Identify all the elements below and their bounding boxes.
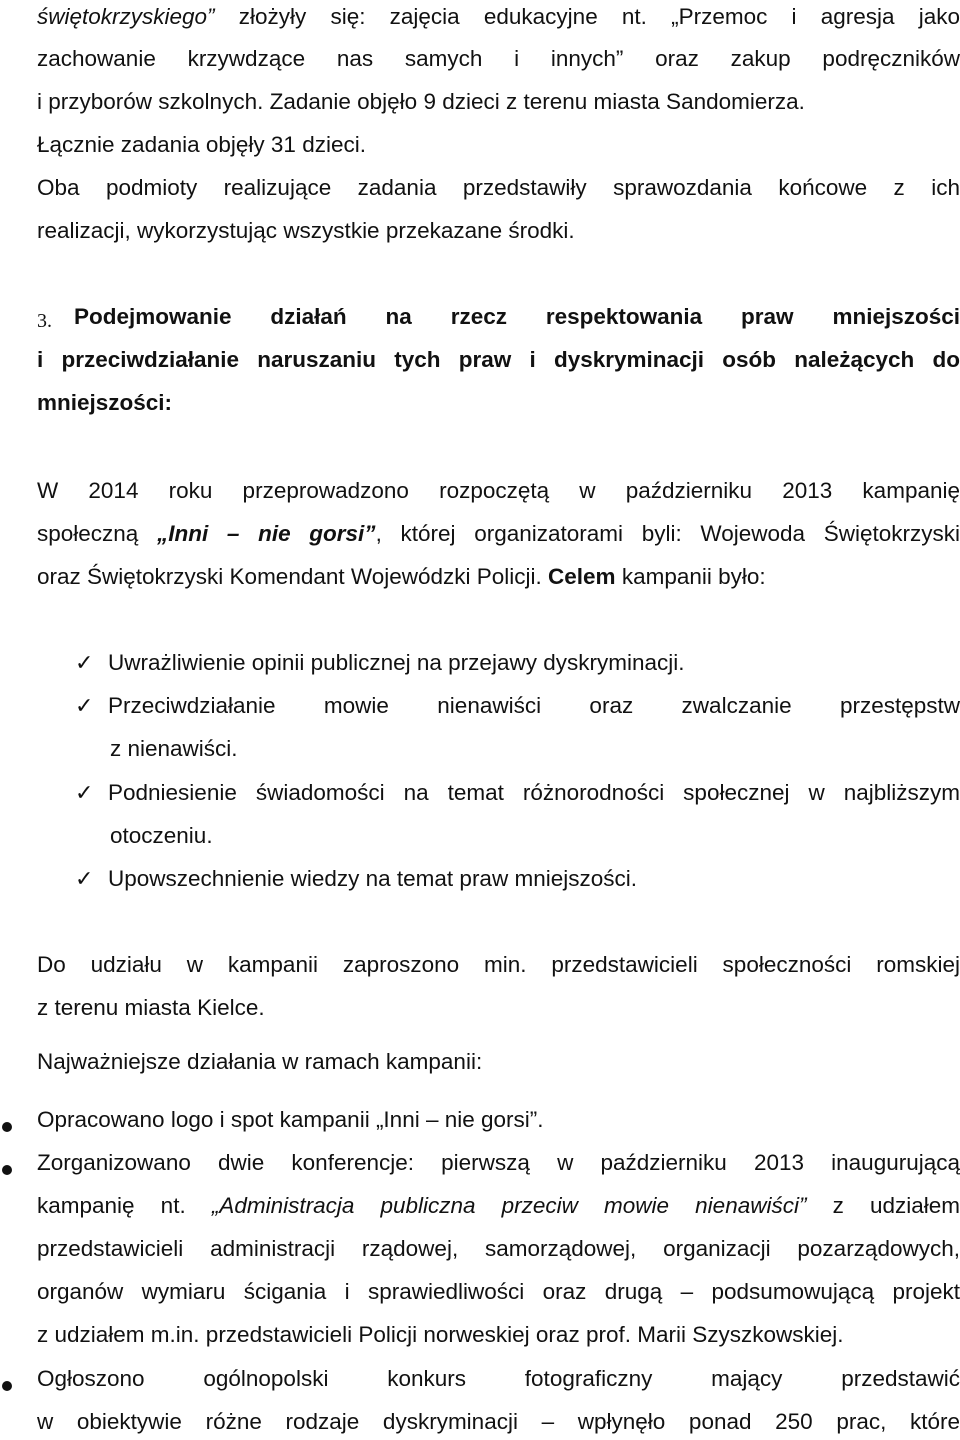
text-span: z udziałem bbox=[806, 1193, 960, 1218]
action-item: Opracowano logo i spot kampanii „Inni – nie gorsi”. bbox=[37, 1107, 544, 1132]
paragraph-line: z terenu miasta Kielce. bbox=[37, 995, 265, 1020]
paragraph-line: Do udziału w kampanii zaproszono min. przedstawicieli społeczności romskiej bbox=[37, 952, 960, 977]
text-span: kampanię nt. bbox=[37, 1193, 212, 1218]
bullet-icon bbox=[2, 1165, 12, 1175]
text-span: oraz Świętokrzyski Komendant Wojewódzki Policji. bbox=[37, 564, 549, 589]
list-heading: Najważniejsze działania w ramach kampanii: bbox=[37, 1049, 483, 1074]
action-item-continued bbox=[37, 1191, 960, 1221]
goal-item-continued: otoczeniu. bbox=[110, 823, 213, 848]
goal-item: Uwrażliwienie opinii publicznej na przejawy dyskryminacji. bbox=[108, 650, 685, 675]
action-item-continued: organów wymiaru ścigania i sprawiedliwości oraz drugą – podsumowującą projekt bbox=[37, 1279, 960, 1304]
action-item-continued: z udziałem m.in. przedstawicieli Policji norweskiej oraz prof. Marii Szyszkowskiej. bbox=[37, 1322, 844, 1347]
paragraph-line: i przyborów szkolnych. Zadanie objęło 9 dzieci z terenu miasta Sandomierza. bbox=[37, 89, 805, 114]
goal-item: Upowszechnienie wiedzy na temat praw mniejszości. bbox=[108, 866, 637, 891]
paragraph-line: W 2014 roku przeprowadzono rozpoczętą w październiku 2013 kampanię bbox=[37, 478, 960, 503]
paragraph-line: Oba podmioty realizujące zadania przedstawiły sprawozdania końcowe z ich bbox=[37, 175, 960, 200]
check-icon: ✓ bbox=[75, 780, 94, 805]
paragraph-line: realizacji, wykorzystując wszystkie przekazane środki. bbox=[37, 218, 575, 243]
text-span: , której organizatorami byli: Wojewoda Świętokrzyski bbox=[375, 521, 960, 546]
paragraph-line: Łącznie zadania objęły 31 dzieci. bbox=[37, 132, 366, 157]
text-span: kampanii było: bbox=[615, 564, 766, 589]
bullet-icon bbox=[2, 1381, 12, 1391]
goal-item: Podniesienie świadomości na temat różnorodności społecznej w najbliższym bbox=[108, 780, 960, 805]
italic-text: świętokrzyskiego” bbox=[37, 4, 215, 29]
action-item: Zorganizowano dwie konferencje: pierwszą w październiku 2013 inaugurującą bbox=[37, 1150, 960, 1175]
section-number: 3. bbox=[37, 310, 52, 332]
check-icon: ✓ bbox=[75, 650, 94, 675]
action-item-continued: w obiektywie różne rodzaje dyskryminacji – wpłynęło ponad 250 prac, które bbox=[37, 1409, 960, 1434]
paragraph-line bbox=[37, 519, 960, 549]
check-icon: ✓ bbox=[75, 866, 94, 891]
paragraph-line bbox=[37, 2, 960, 32]
text-span: złożyły się: zajęcia edukacyjne nt. „Przemoc i agresja jako bbox=[214, 4, 960, 29]
action-item-continued: przedstawicieli administracji rządowej, samorządowej, organizacji pozarządowych, bbox=[37, 1236, 960, 1261]
section-heading-line: mniejszości: bbox=[37, 390, 173, 415]
goal-item-continued: z nienawiści. bbox=[110, 736, 238, 761]
conference-title: „Administracja publiczna przeciw mowie nienawiści” bbox=[211, 1193, 807, 1218]
bullet-icon bbox=[2, 1122, 12, 1132]
check-icon: ✓ bbox=[75, 693, 94, 718]
paragraph-line bbox=[37, 562, 960, 592]
paragraph-line: zachowanie krzywdzące nas samych i innych” oraz zakup podręczników bbox=[37, 46, 960, 71]
section-heading-line: Podejmowanie działań na rzecz respektowania praw mniejszości bbox=[74, 304, 960, 329]
text-span: społeczną bbox=[37, 521, 157, 546]
action-item: Ogłoszono ogólnopolski konkurs fotograficzny mający przedstawić bbox=[37, 1366, 960, 1391]
bold-text: Celem bbox=[548, 564, 616, 589]
section-heading-line: i przeciwdziałanie naruszaniu tych praw i dyskryminacji osób należących do bbox=[37, 347, 960, 372]
goal-item: Przeciwdziałanie mowie nienawiści oraz zwalczanie przestępstw bbox=[108, 693, 960, 718]
campaign-name: „Inni – nie gorsi” bbox=[157, 521, 376, 546]
